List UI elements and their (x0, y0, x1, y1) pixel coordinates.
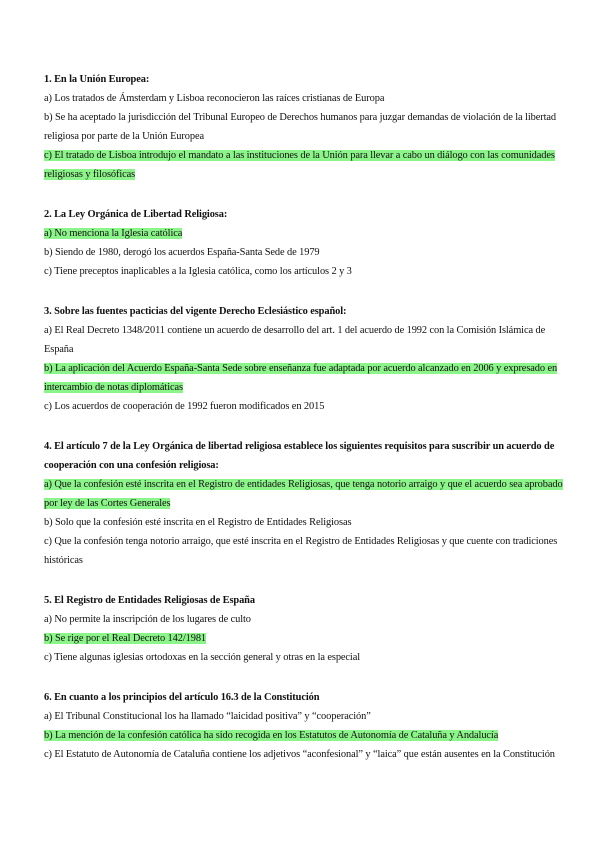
option-b (44, 108, 564, 146)
option-text: b) Siendo de 1980, derogó los acuerdos España-Santa Sede de 1979 (44, 247, 320, 258)
option-a (44, 321, 564, 359)
option-b (44, 726, 564, 745)
option-a (44, 610, 564, 629)
option-c (44, 532, 564, 570)
option-b (44, 243, 564, 262)
option-text: a) El Tribunal Constitucional los ha llamado “laicidad positiva” y “cooperación” (44, 711, 371, 722)
option-text: c) El Estatuto de Autonomía de Cataluña contiene los adjetivos “aconfesional” y “laica” que están ausentes en la Constitución (44, 749, 555, 760)
highlighted-option-text: a) Que la confesión esté inscrita en el Registro de entidades Religiosas, que tenga notorio arraigo y que el acuerdo sea aprobado por ley de las Cortes Generales (44, 479, 563, 509)
option-text: c) Que la confesión tenga notorio arraigo, que esté inscrita en el Registro de Entidades Religiosas y que cuente con tradiciones históricas (44, 536, 558, 566)
highlighted-option-text: a) No menciona la Iglesia católica (44, 228, 183, 239)
option-a (44, 475, 564, 513)
question-title: 2. La Ley Orgánica de Libertad Religiosa: (44, 209, 228, 220)
question-2 (44, 205, 564, 281)
highlighted-option-text: b) La aplicación del Acuerdo España-Santa Sede sobre enseñanza fue adaptada por acuerdo alcanzado en 2006 y expresado en intercambio de notas diplomáticas (44, 363, 558, 393)
option-text: b) Solo que la confesión esté inscrita en el Registro de Entidades Religiosas (44, 517, 352, 528)
option-c (44, 648, 564, 667)
question-title: 4. El artículo 7 de la Ley Orgánica de libertad religiosa establece los siguientes requisitos para suscribir un acuerdo de cooperación con una confesión religiosa: (44, 441, 555, 471)
option-b (44, 629, 564, 648)
question-4 (44, 437, 564, 570)
highlighted-option-text: b) La mención de la confesión católica ha sido recogida en los Estatutos de Autonomía de Cataluña y Andalucía (44, 730, 499, 741)
question-title: 5. El Registro de Entidades Religiosas de España (44, 595, 255, 606)
option-b (44, 513, 564, 532)
highlighted-option-text: c) El tratado de Lisboa introdujo el mandato a las instituciones de la Unión para llevar a cabo un diálogo con las comunidades religiosas y filosóficas (44, 150, 555, 180)
option-b (44, 359, 564, 397)
option-c (44, 146, 564, 184)
question-3 (44, 302, 564, 416)
question-6 (44, 688, 564, 764)
question-title: 3. Sobre las fuentes pacticias del vigente Derecho Eclesiástico español: (44, 306, 347, 317)
option-c (44, 397, 564, 416)
question-1 (44, 70, 564, 184)
option-c (44, 262, 564, 281)
option-text: a) El Real Decreto 1348/2011 contiene un acuerdo de desarrollo del art. 1 del acuerdo de 1992 con la Comisión Islámica de España (44, 325, 546, 355)
question-5 (44, 591, 564, 667)
option-text: c) Tiene preceptos inaplicables a la Iglesia católica, como los artículos 2 y 3 (44, 266, 352, 277)
option-a (44, 224, 564, 243)
option-text: c) Tiene algunas iglesias ortodoxas en la sección general y otras en la especial (44, 652, 361, 663)
question-title: 1. En la Unión Europea: (44, 74, 150, 85)
option-a (44, 89, 564, 108)
option-text: c) Los acuerdos de cooperación de 1992 fueron modificados en 2015 (44, 401, 325, 412)
option-c (44, 745, 564, 764)
option-text: b) Se ha aceptado la jurisdicción del Tribunal Europeo de Derechos humanos para juzgar demandas de violación de la libertad religiosa por parte de la Unión Europea (44, 112, 556, 142)
option-text: a) No permite la inscripción de los lugares de culto (44, 614, 251, 625)
option-text: a) Los tratados de Ámsterdam y Lisboa reconocieron las raíces cristianas de Europa (44, 93, 385, 104)
question-title: 6. En cuanto a los principios del artículo 16.3 de la Constitución (44, 692, 320, 703)
document-page (44, 70, 564, 785)
option-a (44, 707, 564, 726)
highlighted-option-text: b) Se rige por el Real Decreto 142/1981 (44, 633, 207, 644)
